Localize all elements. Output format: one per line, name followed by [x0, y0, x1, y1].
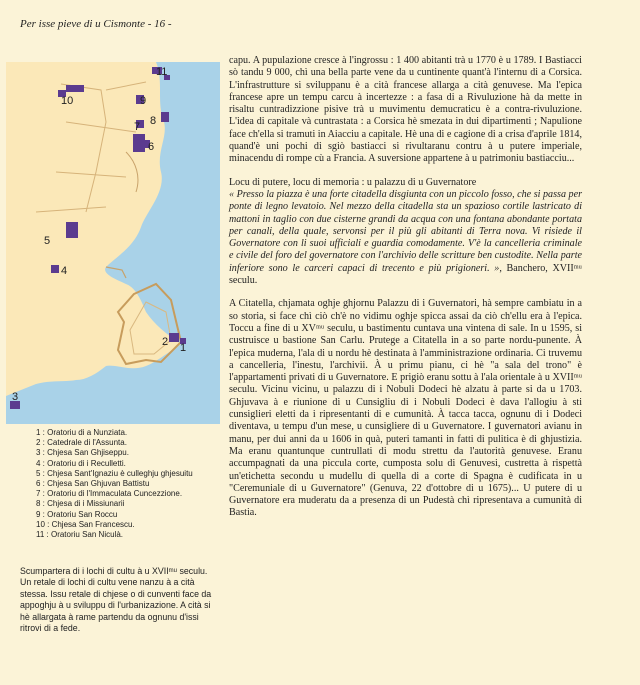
building-4 — [51, 265, 59, 273]
map-label-5: 5 — [44, 235, 51, 247]
legend-item: 2 : Catedrale di l'Assunta. — [36, 438, 127, 448]
caption-text: Un retale di lochi di cultu vene nanzu à a cità stessa. Issu retale di chjese o di cunventi face da appoghju à u sviluppu di l'urbanizazione. A cità si hè allargata à rame partendu da ognunu d'issi ritrovi di a fede. — [20, 577, 212, 634]
historical-map — [6, 62, 220, 424]
legend-item: 10 : Chjesa San Francescu. — [36, 519, 135, 529]
paragraph-citadella: A Citatella, chjamata oghje ghjornu Palazzu di i Guvernatori, hà sempre cambiatu in a so storia, si face chì ciò ch'è no vidimu oghje spicca assai da ciò ch'ellu era à l'epica. Toccu a fine di u XVᵐᵘ seculu, u bastimentu cuntava una vintena di sale. In u 1595, si custruisce u bastione San Carlu. Prutege a Citatella in a so parte nordu-punente. À l'epica muderna, l'ala di u nordu hè destinata à l'amministrazione ordinaria. Ci truvemu a cancelleria, l'inestu, l'archivii. À u primu pianu, ci hè "a sala del trono" è l'appartamenti privati di u Guvernatore. E prigiò eranu sottu à l'ala orientale à u XVIIᵐᵘ seculu. Vicinu vicinu, u palazzu di i Nobuli Dodeci hè alzatu à parte si da u 1703. Ghjuvava à e riunione di u Cunsigliu di i Nobuli Dodeci è dava l'allogiu à sti cunsiglieri eletti da i ripresentanti di e cumunità. À tacca tacca, ognunu di i Dodeci diventava, u tempu d'un mese, u cunsigliere di u Guvernatore. I guvernatori avianu in manu, per dui anni da u 1606 in quà, puteri tamanti in fatti di pulitica è di ghjustizia. Ma eranu quantunque cuntrullati di modu strettu da l'autorità genuvese. Eranu accumpagnati da una piccula corte, cumposta solu di Genuvesi, custretta à rispettà un'etichetta secondu u mudellu di quella di a corte di Spagna è cudificata in u "Ceremuniale di u Guvernatore" (Genuva, 22 d'ottobre di u 1675)... U putere di u Guvernatore era muderatu da a presenza di un Pudestà chì ripresentava a cumunità di Bastia. — [229, 298, 582, 519]
map-caption — [20, 566, 222, 634]
map-label-3: 3 — [12, 391, 19, 403]
section-heading: Locu di putere, locu di memoria : u palazzu di u Guvernatore — [229, 176, 477, 188]
map-label-7: 7 — [134, 121, 141, 133]
quote-attribution: , Banchero, XVIIᵐᵘ seculu. — [229, 262, 582, 287]
building-5 — [66, 222, 78, 238]
legend-item: 4 : Oratoriu di i Reculletti. — [36, 458, 126, 468]
map-label-1: 1 — [180, 342, 187, 354]
page-header: Per isse pieve di u Cismonte - 16 - — [20, 18, 172, 30]
legend-item: 1 : Oratoriu di a Nunziata. — [36, 428, 128, 437]
map-label-6: 6 — [148, 141, 155, 153]
legend-item: 7 : Oratoriu di l'Immaculata Cuncezzione. — [36, 489, 183, 499]
legend-item: 11 : Oratoriu San Niculà. — [36, 530, 124, 540]
paragraph-intro: capu. A pupulazione cresce à l'ingrossu : 1 400 abitanti trà u 1770 è u 1789. I Bastiacci sò tandu 9 000, chì una bella parte vene da u cuntinente quant'à l'internu di a Corsica. L'infrastrutture si sviluppanu è a cità francese allarga a cità genuvese. Ma l'epica francese apre un tempu carcu à incertezze : a fasa di a Rivuluzione hà da mette in risaltu cuntradizzione pisive trà u muvimentu demucraticu è a contra-rivuluzione. L'idea di capitale và cuntrastata : a Corsica hè smezata in dui dipartimenti ; Napulione face ch'ella si tramuti in Aiacciu a capitale. Hè una di e cagione di a crisa d'aprile 1814, quand'è uni pochi di sgiò bastiacci si rivultaranu contru à u putere imperiale, minacendu di rompe cù a Francia. A suversione appartene à u patrimoniu bastiacciu... — [229, 55, 582, 165]
main-text-column — [229, 55, 582, 531]
map-label-4: 4 — [61, 265, 68, 277]
quote-paragraph — [229, 189, 582, 287]
map-drawing — [6, 62, 220, 424]
building-6 — [133, 134, 145, 152]
legend-item: 3 : Chjesa San Ghjiseppu. — [36, 448, 129, 458]
legend-item: 8 : Chjesa di i Missiunarii — [36, 499, 125, 509]
legend-item: 5 : Chjesa Sant'Ignaziu è culleghju ghjesuitu — [36, 468, 193, 478]
building-8 — [161, 112, 169, 122]
map-label-9: 9 — [140, 95, 147, 107]
caption-title: Scumpartera di i lochi di cultu à u XVIIᵐᵘ seculu. — [20, 566, 208, 576]
map-label-8: 8 — [150, 115, 157, 127]
building-2 — [169, 333, 179, 342]
building-10 — [66, 85, 84, 92]
map-label-2: 2 — [162, 336, 169, 348]
legend-item: 9 : Oratoriu San Roccu — [36, 509, 118, 519]
map-label-11: 11 — [156, 66, 168, 78]
map-legend — [36, 428, 226, 540]
map-label-10: 10 — [61, 95, 74, 107]
quote-text: « Presso la piazza è una forte citadella disgiunta con un piccolo fosso, che si passa per ponte di legno levatoio. Nel mezzo della citadella sta un spazioso cortile lastricato di mattoni in taglio con due cisterne grandi da acqua con una fontana abondante portata per canali, della quale, servonsi per il più gli abitanti di Terra nova. Vi risiede il Governatore con li suoi ufficiali e guardia comodamente. V'è la cancelleria criminale e civile del foro del governatore con l'archivio delle scritture ben custodite. Nella parte inferiore sono le carceri capaci di trecento e più prigioneri. » — [229, 188, 582, 274]
legend-item: 6 : Chjesa San Ghjuvan Battistu — [36, 479, 150, 489]
